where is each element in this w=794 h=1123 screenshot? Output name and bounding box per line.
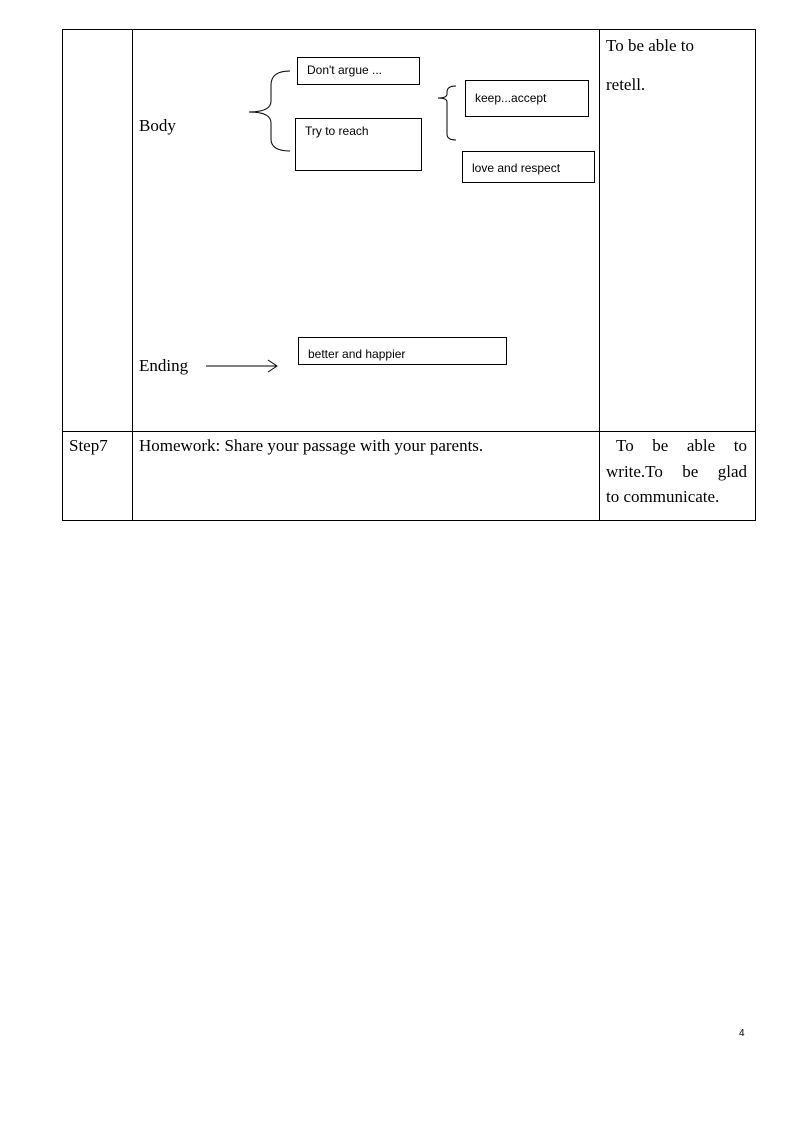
objective-row7-line3: to communicate.	[606, 487, 720, 506]
homework-content: Homework: Share your passage with your parents.	[139, 436, 484, 455]
objective-word: write.To	[606, 461, 663, 481]
body-label: Body	[139, 116, 176, 135]
box-love-respect: love and respect	[462, 151, 595, 183]
ending-label: Ending	[139, 356, 189, 375]
objective-row7	[606, 433, 747, 510]
objective-word: To	[616, 436, 634, 455]
objective-word: be	[682, 461, 699, 481]
objective-word: be	[652, 436, 669, 455]
table-row-divider	[62, 431, 756, 432]
box-try-to-reach: Try to reach	[295, 118, 422, 171]
objective-row6-line2: retell.	[606, 75, 646, 94]
left-brace	[249, 71, 290, 151]
box-better-happier: better and happier	[298, 337, 507, 365]
table-border-bottom	[62, 520, 756, 521]
step-label: Step7	[69, 436, 108, 455]
objective-row6-line1: To be able to	[606, 36, 695, 55]
objective-row7-line1	[606, 433, 747, 459]
box-dont-argue: Don't argue ...	[297, 57, 420, 85]
objective-word: able	[686, 436, 716, 455]
objective-word: to	[733, 436, 747, 455]
objective-word: glad	[717, 461, 747, 481]
box-keep-accept: keep...accept	[465, 80, 589, 117]
page-number: 4	[739, 1028, 745, 1039]
objective-row7-line2	[606, 459, 747, 485]
right-brace	[438, 86, 456, 140]
